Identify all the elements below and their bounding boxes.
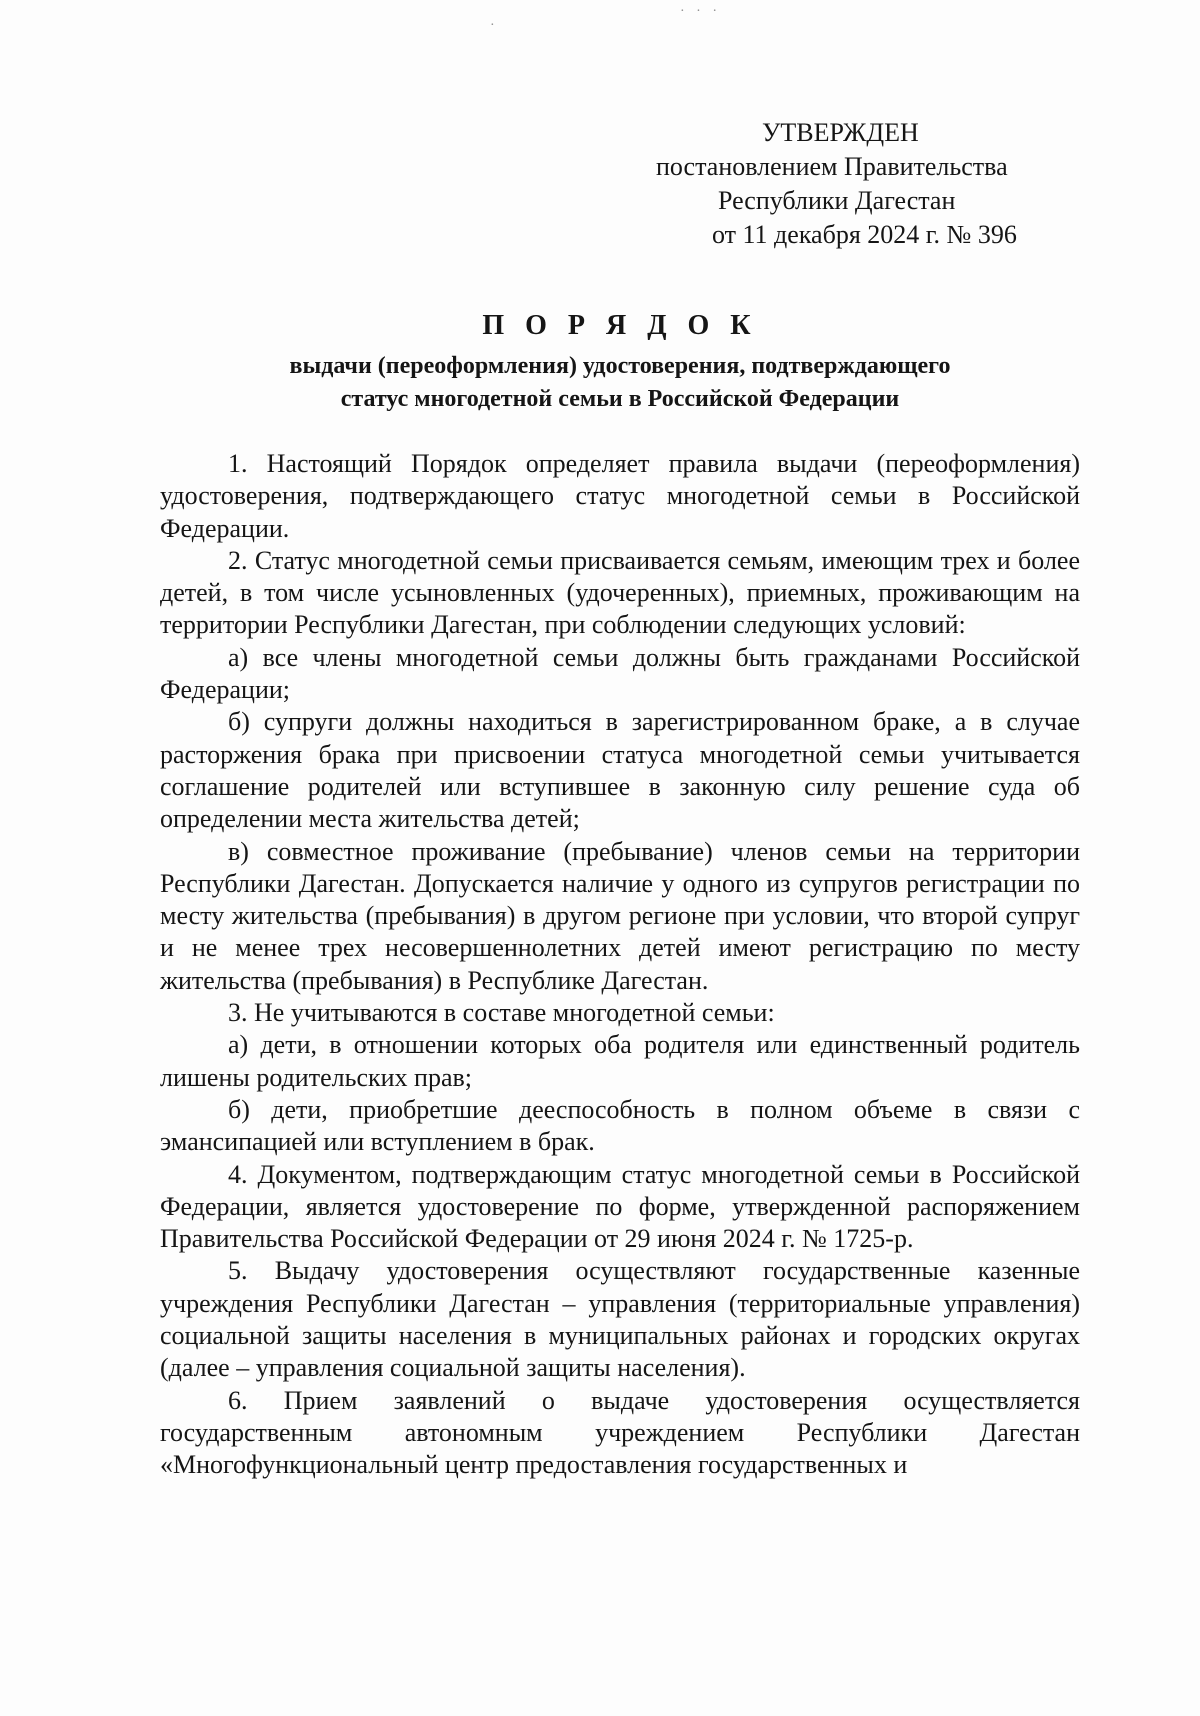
subtitle-line: статус многодетной семьи в Российской Федерации <box>340 386 900 412</box>
paragraph: 2. Статус многодетной семьи присваивается семьям, имеющим трех и более детей, в том числе усыновленных (удочеренных), приемных, проживающим на территории Республики Дагестан, при соблюдении следующих условий: <box>160 545 1080 640</box>
paragraph: в) совместное проживание (пребывание) членов семьи на территории Республики Дагестан. Допускается наличие у одного из супругов регистрации по месту жительства (пребывания) в другом регионе при условии, что второй супруг и не менее трех несовершеннолетних детей имеют регистрацию по месту жительства (пребывания) в Республике Дагестан. <box>160 836 1080 995</box>
paragraph: б) дети, приобретшие дееспособность в полном объеме в связи с эмансипацией или вступлением в брак. <box>160 1094 1080 1157</box>
approval-stamp-block <box>640 116 1080 252</box>
paragraph: 4. Документом, подтверждающим статус многодетной семьи в Российской Федерации, является удостоверение по форме, утвержденной распоряжением Правительства Российской Федерации от 29 июня 2024 г. № 1725-р. <box>160 1159 1080 1254</box>
paragraph: а) все члены многодетной семьи должны быть гражданами Российской Федерации; <box>160 642 1080 705</box>
approval-line: постановлением Правительства <box>656 152 1008 181</box>
document-title: П О Р Я Д О К <box>482 310 758 341</box>
paragraph: 5. Выдачу удостоверения осуществляют государственные казенные учреждения Республики Дагестан – управления (территориальные управления) социальной защиты населения в муниципальных районах и городских округах (далее – управления социальной защиты населения). <box>160 1256 1080 1383</box>
paragraph: б) супруги должны находиться в зарегистрированном браке, а в случае расторжения брака при присвоении статуса многодетной семьи учитывается соглашение родителей или вступившее в законную силу решение суда об определении места жительства детей; <box>160 707 1080 834</box>
subtitle-line: выдачи (переоформления) удостоверения, подтверждающего <box>289 353 951 379</box>
paragraph: а) дети, в отношении которых оба родителя или единственный родитель лишены родительских прав; <box>160 1030 1080 1092</box>
paragraph: 1. Настоящий Порядок определяет правила выдачи (переоформления) удостоверения, подтверждающего статус многодетной семьи в Российской Федерации. <box>160 449 1080 543</box>
paragraph: 3. Не учитываются в составе многодетной семьи: <box>228 998 775 1028</box>
scan-artifact: · <box>490 18 499 33</box>
document-body <box>160 448 1080 1482</box>
scan-artifact: · · · <box>680 4 721 19</box>
approval-heading: УТВЕРЖДЕН <box>762 118 919 147</box>
approval-line: Республики Дагестан <box>718 186 956 215</box>
document-subtitle <box>160 350 1080 416</box>
approval-date-number: от 11 декабря 2024 г. № 396 <box>712 220 1017 249</box>
paragraph: 6. Прием заявлений о выдаче удостоверения осуществляется государственным автономным учреждением Республики Дагестан «Многофункциональный центр предоставления государственных и <box>160 1385 1080 1480</box>
